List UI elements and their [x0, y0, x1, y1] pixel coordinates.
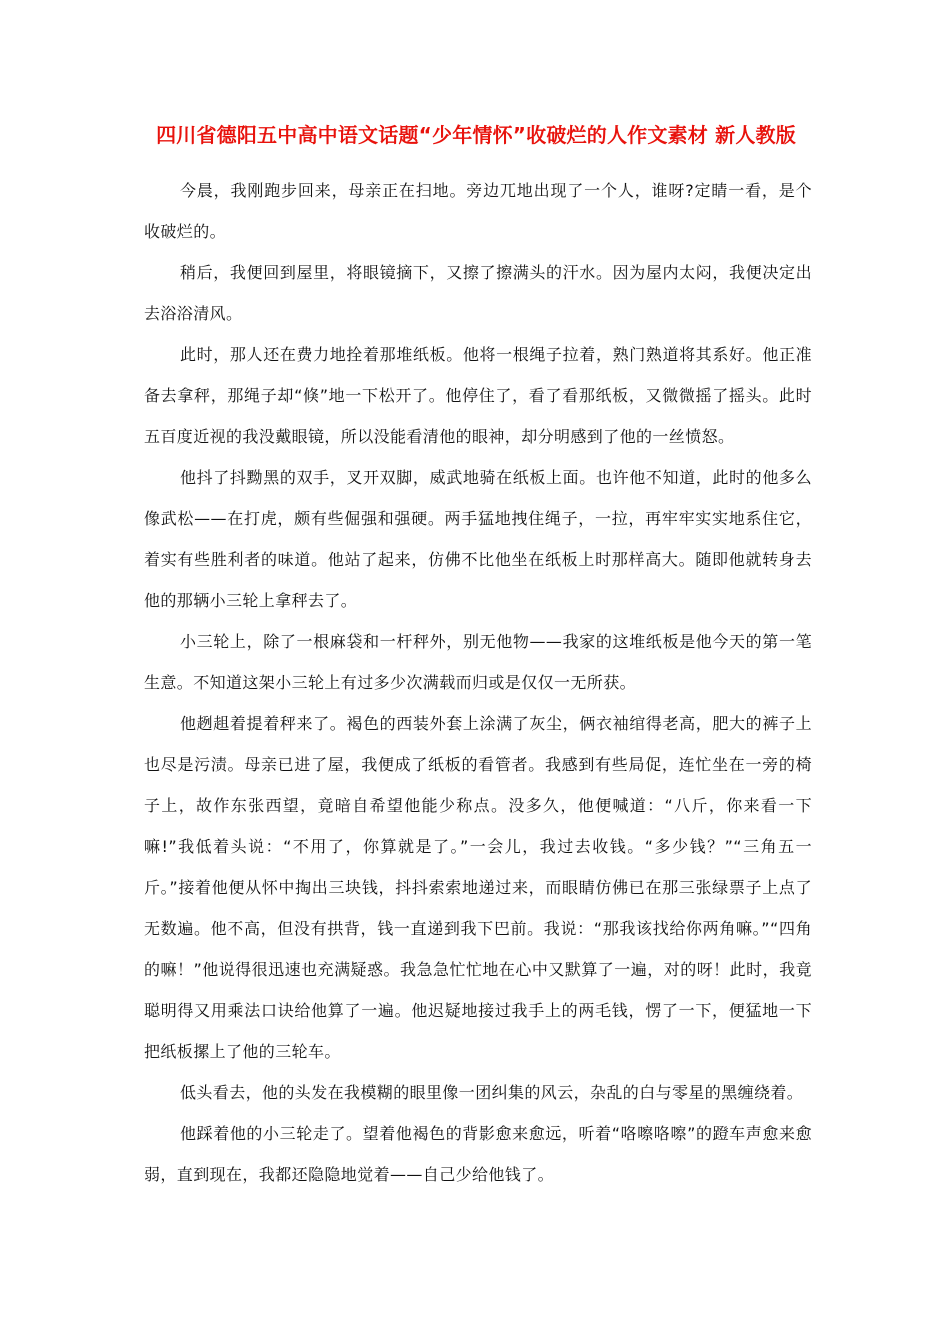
paragraph-7: 低头看去，他的头发在我模糊的眼里像一团纠集的风云，杂乱的白与零星的黑缠绕着。 [180, 1083, 804, 1102]
paragraph-6: 他趔趄着提着秤来了。褐色的西装外套上涂满了灰尘，俩衣袖绾得老高，肥大的裤子上也尽是污渍。母亲已进了屋，我便成了纸板的看管者。我感到有些局促，连忙坐在一旁的椅子上，故作东张西望，竟暗自希望他能少称点。没多久，他便喊道：“八斤，你来看一下嘛!”我低着头说：“不用了，你算就是了。”一会儿，我过去收钱。“多少钱？”“三角五一斤。”接着他便从怀中掏出三块钱，抖抖索索地递过来，而眼睛仿佛已在那三张绿票子上点了无数遍。他不高，但没有拱背，钱一直递到我下巴前。我说：“那我该找给你两角嘛。”“四角的嘛！”他说得很迅速也充满疑惑。我急急忙忙地在心中又默算了一遍，对的呀！此时，我竟聪明得又用乘法口诀给他算了一遍。他迟疑地接过我手上的两毛钱，愣了一下，便猛地一下把纸板摞上了他的三轮车。 [144, 714, 812, 1061]
document-title: 四川省德阳五中高中语文话题“少年情怀”收破烂的人作文素材 新人教版 [156, 123, 796, 147]
paragraph-3: 此时，那人还在费力地拴着那堆纸板。他将一根绳子拉着，熟门熟道将其系好。他正准备去拿秤，那绳子却“倏”地一下松开了。他停住了，看了看那纸板，又微微摇了摇头。此时五百度近视的我没戴眼镜，所以没能看清他的眼神，却分明感到了他的一丝愤怒。 [144, 345, 812, 446]
paragraph-2: 稍后，我便回到屋里，将眼镜摘下，又擦了擦满头的汗水。因为屋内太闷，我便决定出去浴浴清风。 [144, 263, 812, 323]
paragraph-5: 小三轮上，除了一根麻袋和一杆秤外，别无他物——我家的这堆纸板是他今天的第一笔生意。不知道这架小三轮上有过多少次满载而归或是仅仅一无所获。 [144, 632, 812, 692]
paragraph-1: 今晨，我刚跑步回来，母亲正在扫地。旁边兀地出现了一个人，谁呀?定睛一看，是个收破烂的。 [144, 181, 812, 241]
paragraph-4: 他抖了抖黝黑的双手，叉开双脚，威武地骑在纸板上面。也许他不知道，此时的他多么像武松——在打虎，颇有些倔强和强硬。两手猛地拽住绳子，一拉，再牢牢实实地系住它，着实有些胜利者的味道。他站了起来，仿佛不比他坐在纸板上时那样高大。随即他就转身去他的那辆小三轮上拿秤去了。 [144, 468, 812, 610]
document-body [144, 170, 812, 1195]
paragraph-8: 他踩着他的小三轮走了。望着他褐色的背影愈来愈远，听着“咯嚓咯嚓”的蹬车声愈来愈弱，直到现在，我都还隐隐地觉着——自己少给他钱了。 [144, 1124, 812, 1184]
